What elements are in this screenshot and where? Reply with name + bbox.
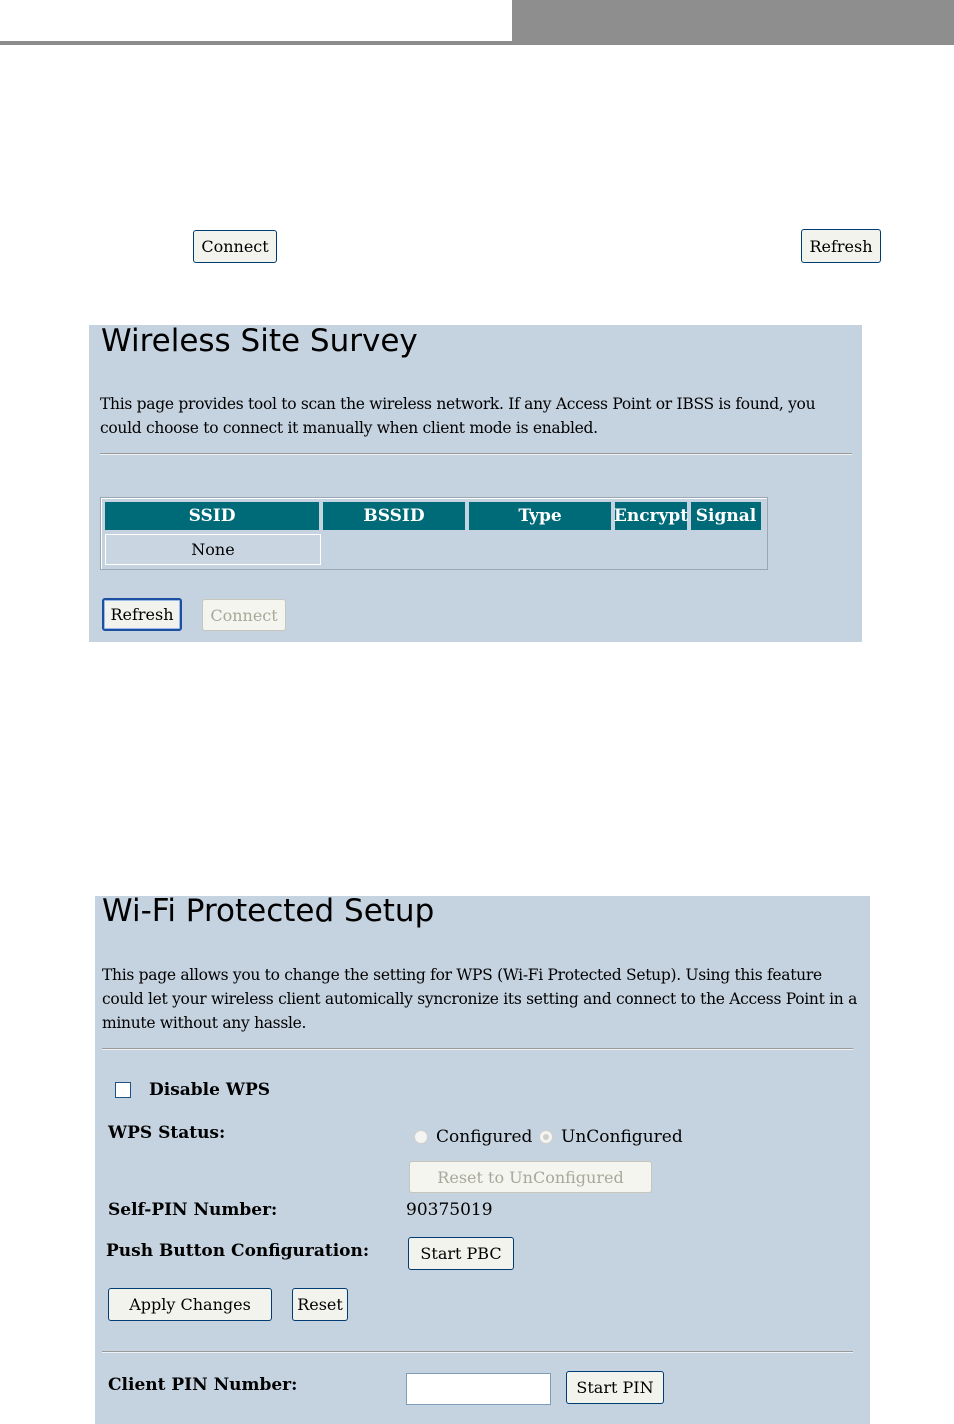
status-configured-label: Configured	[436, 1127, 533, 1147]
client-pin-input[interactable]	[406, 1373, 551, 1405]
page-title: Wi-Fi Protected Setup	[102, 893, 435, 929]
site-survey-panel	[89, 325, 862, 642]
pbc-label: Push Button Configuration:	[106, 1241, 370, 1261]
page-description: This page provides tool to scan the wireless network. If any Access Point or IBSS is found, you could choose to connect it manually when client mode is enabled.	[100, 395, 816, 437]
site-survey-table	[100, 497, 768, 570]
status-unconfigured-radio[interactable]	[539, 1130, 553, 1144]
disable-wps-label: Disable WPS	[149, 1080, 271, 1100]
divider	[100, 453, 852, 455]
column-header-encrypt: Encrypt	[615, 502, 687, 530]
table-cell-none: None	[105, 534, 321, 565]
start-pin-button[interactable]: Start PIN	[566, 1371, 664, 1404]
column-header-type: Type	[469, 502, 611, 530]
divider	[102, 1048, 853, 1050]
wps-panel	[95, 893, 870, 1424]
client-pin-label: Client PIN Number:	[108, 1375, 298, 1395]
column-header-ssid: SSID	[105, 502, 319, 530]
divider	[102, 1351, 853, 1353]
wps-status-label: WPS Status:	[108, 1123, 226, 1143]
column-header-signal: Signal	[691, 502, 761, 530]
apply-changes-button[interactable]: Apply Changes	[108, 1288, 272, 1321]
status-unconfigured-label: UnConfigured	[561, 1127, 683, 1147]
self-pin-value: 90375019	[406, 1200, 493, 1220]
page-description: This page allows you to change the setting for WPS (Wi-Fi Protected Setup). Using this feature could let your wireless client automically syncronize its setting and connect to the Access Point in a minute without any hassle.	[102, 966, 858, 1032]
header-rule	[0, 41, 512, 45]
reset-button[interactable]: Reset	[292, 1288, 348, 1321]
header-bar	[512, 0, 954, 45]
reset-unconfigured-button[interactable]: Reset to UnConfigured	[409, 1161, 652, 1193]
survey-refresh-button[interactable]: Refresh	[102, 598, 182, 631]
page-title: Wireless Site Survey	[101, 323, 418, 359]
start-pbc-button[interactable]: Start PBC	[408, 1237, 514, 1270]
connect-button[interactable]: Connect	[193, 230, 277, 263]
self-pin-label: Self-PIN Number:	[108, 1200, 278, 1220]
refresh-button[interactable]: Refresh	[801, 229, 881, 263]
status-configured-radio[interactable]	[414, 1130, 428, 1144]
survey-connect-button[interactable]: Connect	[202, 599, 286, 631]
column-header-bssid: BSSID	[323, 502, 465, 530]
disable-wps-checkbox[interactable]	[115, 1082, 131, 1098]
